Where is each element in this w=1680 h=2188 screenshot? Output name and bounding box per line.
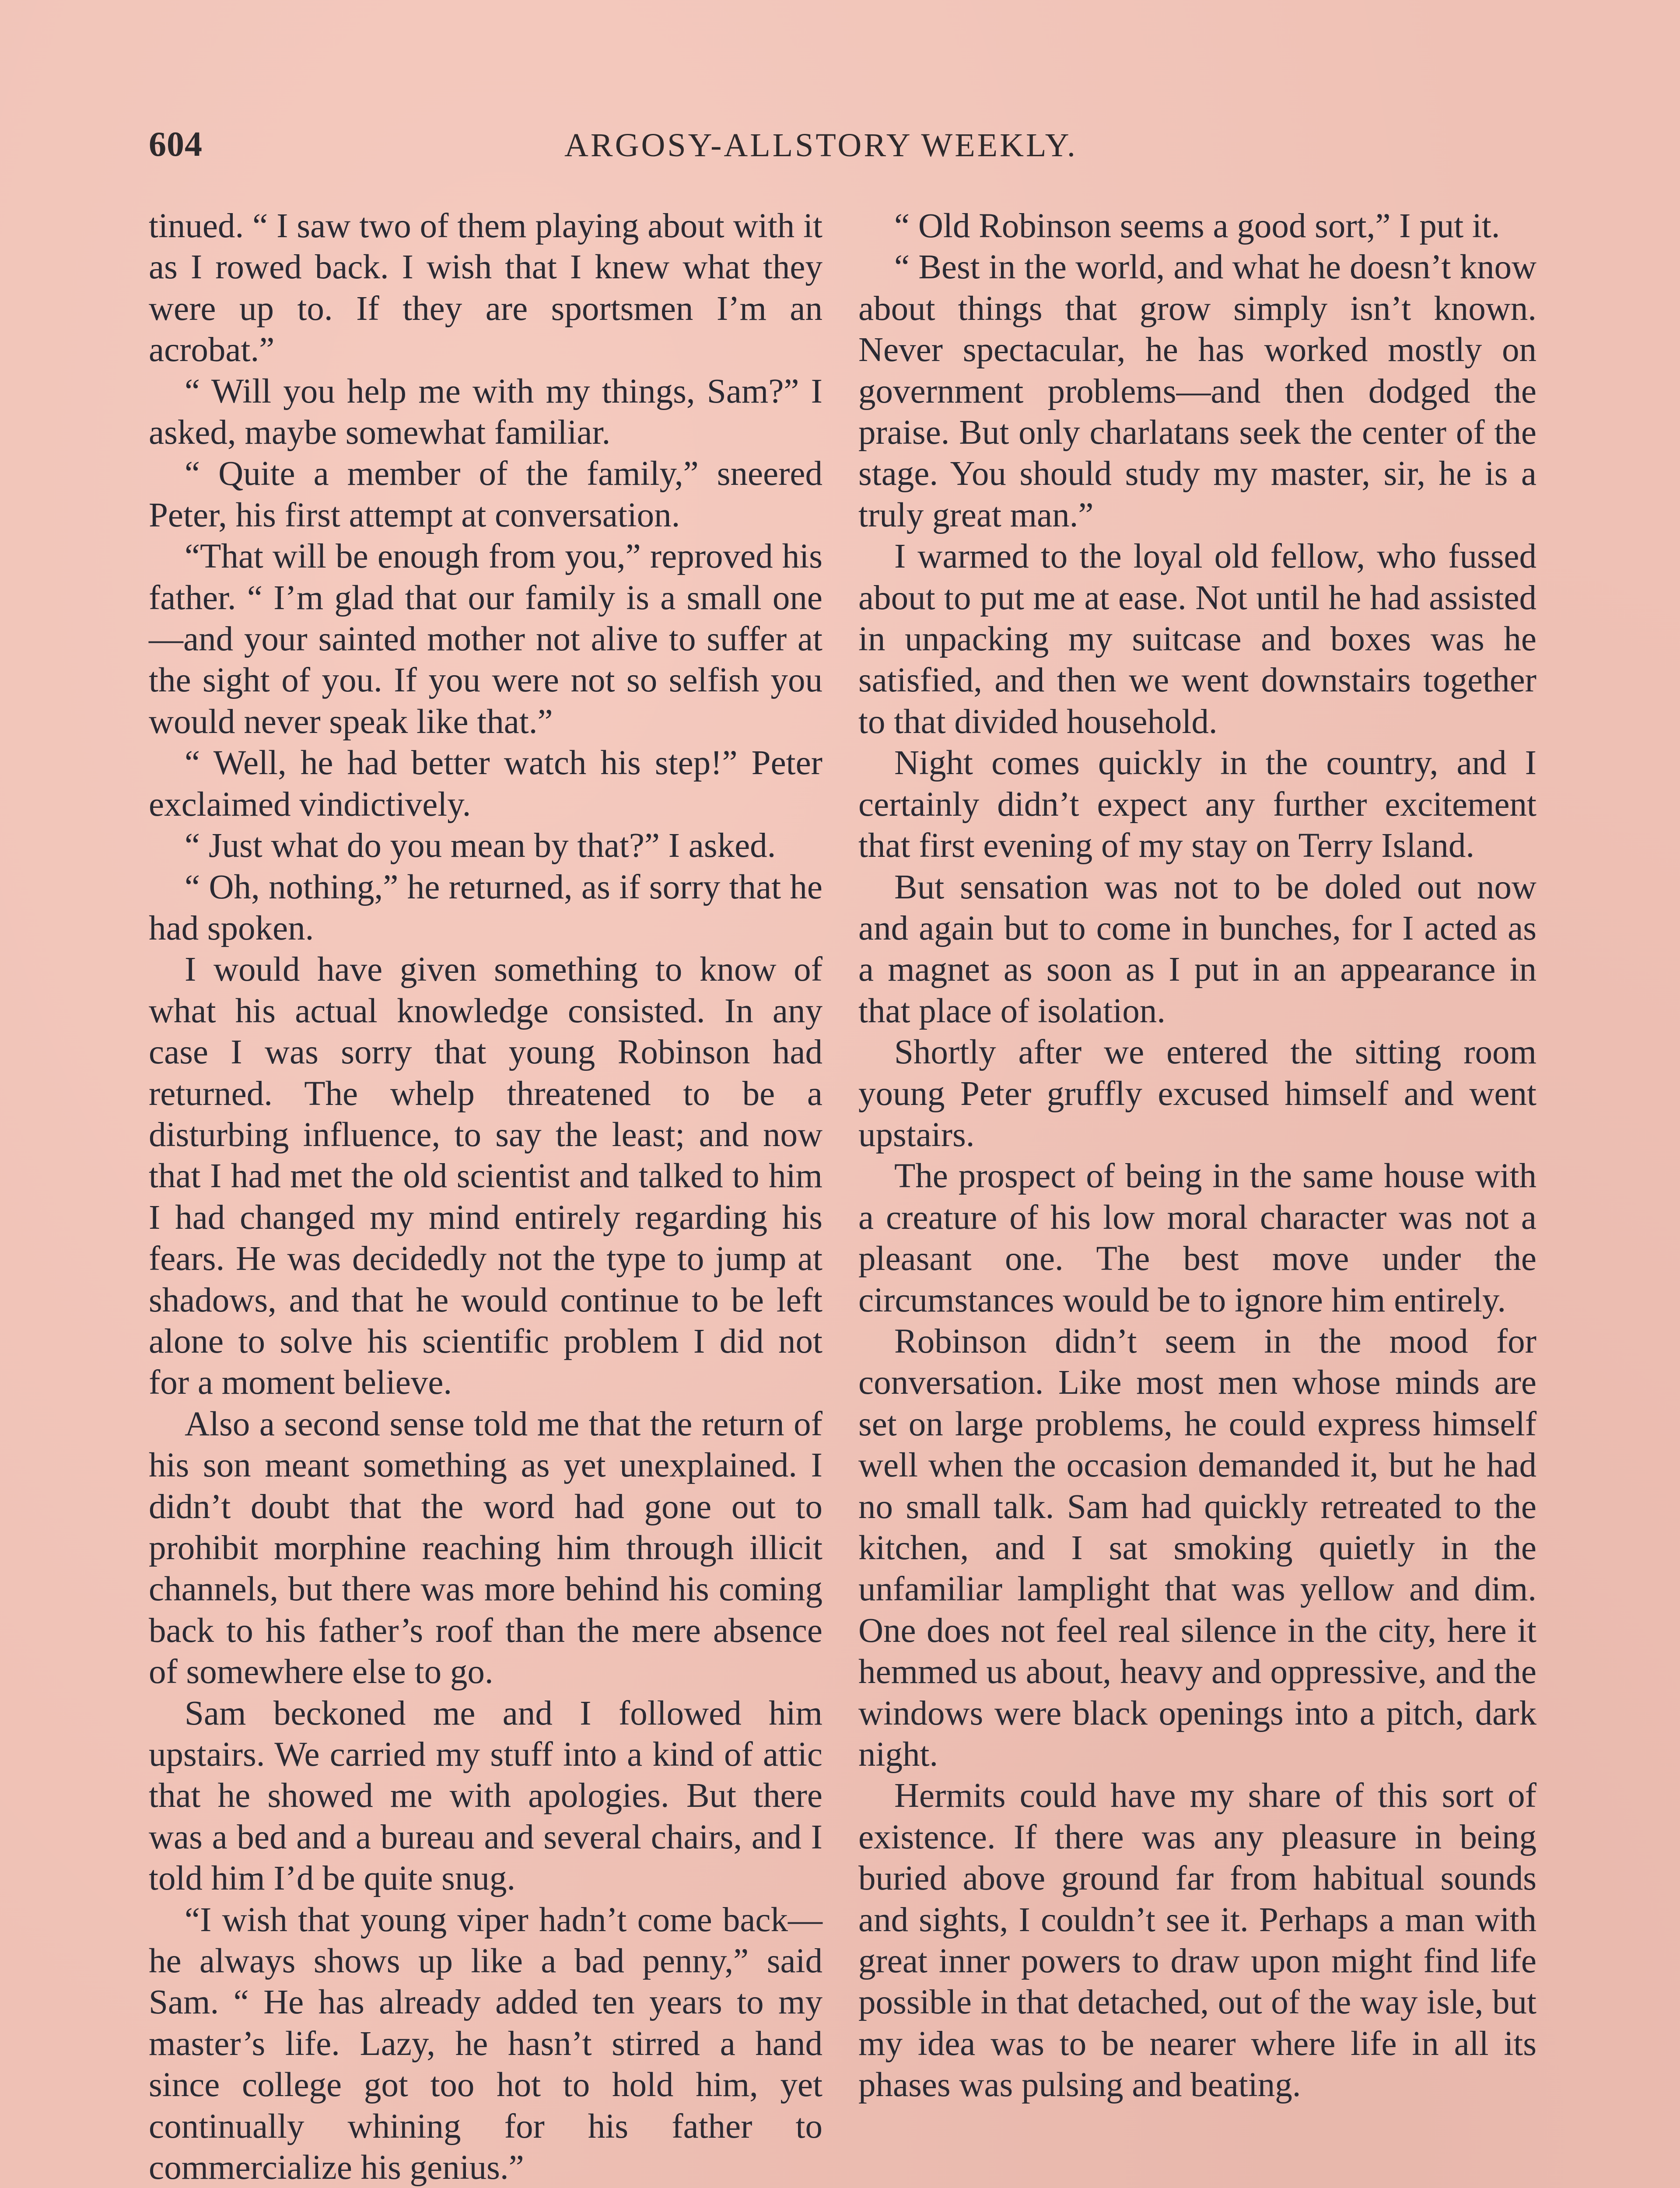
paragraph: Shortly after we entered the sitting room young Peter gruffly excused himself and went upstairs. [858,1033,1536,1154]
paragraph: But sensation was not to be doled out now and again but to come in bunches, for I acted as a magnet as soon as I put in an appearance in that place of isolation. [858,868,1536,1030]
paragraph: “ Oh, nothing,” he returned, as if sorry that he had spoken. [149,868,822,947]
paragraph: I would have given something to know of what his actual knowledge consisted. In any case I was sorry that young Robinson had returned. The whelp threatened to be a disturbing influence, to say the least; and now that I had met the old scientist and talked to him I had changed my mind entirely regarding his fears. He was decidedly not the type to jump at shadows, and that he would continue to be left alone to solve his scientific problem I did not for a moment believe. [149,950,822,1402]
paragraph: tinued. “ I saw two of them playing about with it as I rowed back. I wish that I knew what they were up to. If they are sportsmen I’m an acrobat.” [149,207,822,369]
paragraph: Night comes quickly in the country, and I certainly didn’t expect any further excitement that first evening of my stay on Terry Island. [858,744,1536,865]
right-text-column [858,206,1536,2188]
paragraph: Also a second sense told me that the return of his son meant something as yet unexplained. I didn’t doubt that the word had gone out to prohibit morphine reaching him through illicit channels, but there was more behind his coming back to his father’s roof than the mere absence of somewhere else to go. [149,1405,822,1691]
page-number: 604 [149,125,203,164]
paragraph: “ Old Robinson seems a good sort,” I put it. [894,207,1500,245]
paragraph: I warmed to the loyal old fellow, who fussed about to put me at ease. Not until he had assisted in unpacking my suitcase and boxes was he satisfied, and then we went downstairs together to that divided household. [858,537,1536,741]
page-header [149,125,1544,177]
paragraph: “ Quite a member of the family,” sneered Peter, his first attempt at conversation. [149,455,822,534]
paragraph: Robinson didn’t seem in the mood for conversation. Like most men whose minds are set on large problems, he could express himself well when the occasion demanded it, but he had no small talk. Sam had quickly retreated to the kitchen, and I sat smoking quietly in the unfamiliar lamplight that was yellow and dim. One does not feel real silence in the city, here it hemmed us about, heavy and oppressive, and the windows were black openings into a pitch, dark night. [858,1322,1536,1774]
paragraph: “I wish that young viper hadn’t come back—he always shows up like a bad penny,” said Sam. “ He has already added ten years to my master’s life. Lazy, he hasn’t stirred a hand since college got too hot to hold him, yet continually whining for his father to commercialize his genius.” [149,1900,822,2187]
paragraph: “ Just what do you mean by that?” I asked. [185,827,776,865]
paragraph: “ Well, he had better watch his step!” Peter exclaimed vindictively. [149,744,822,824]
running-title: ARGOSY-ALLSTORY WEEKLY. [564,127,1078,164]
paragraph: “ Best in the world, and what he doesn’t know about things that grow simply isn’t known. Never spectacular, he has worked mostly on government problems—and then dodged the praise. But only charlatans seek the center of the stage. You should study my master, sir, he is a truly great man.” [858,248,1536,534]
paragraph: Sam beckoned me and I followed him upstairs. We carried my stuff into a kind of attic that he showed me with apologies. But there was a bed and a bureau and several chairs, and I told him I’d be quite snug. [149,1694,822,1898]
paragraph: Hermits could have my share of this sort of existence. If there was any pleasure in being buried above ground far from habitual sounds and sights, I couldn’t see it. Perhaps a man with great inner powers to draw upon might find life possible in that detached, out of the way isle, but my idea was to be nearer where life in all its phases was pulsing and beating. [858,1777,1536,2104]
left-text-column [149,206,822,2188]
paragraph: “ Will you help me with my things, Sam?” I asked, maybe somewhat familiar. [149,372,822,452]
paragraph: The prospect of being in the same house with a creature of his low moral character was not a pleasant one. The best move under the circumstances would be to ignore him entirely. [858,1157,1536,1319]
paragraph: “That will be enough from you,” reproved his father. “ I’m glad that our family is a small one—and your sainted mother not alive to suffer at the sight of you. If you were not so selfish you would never speak like that.” [149,537,822,741]
